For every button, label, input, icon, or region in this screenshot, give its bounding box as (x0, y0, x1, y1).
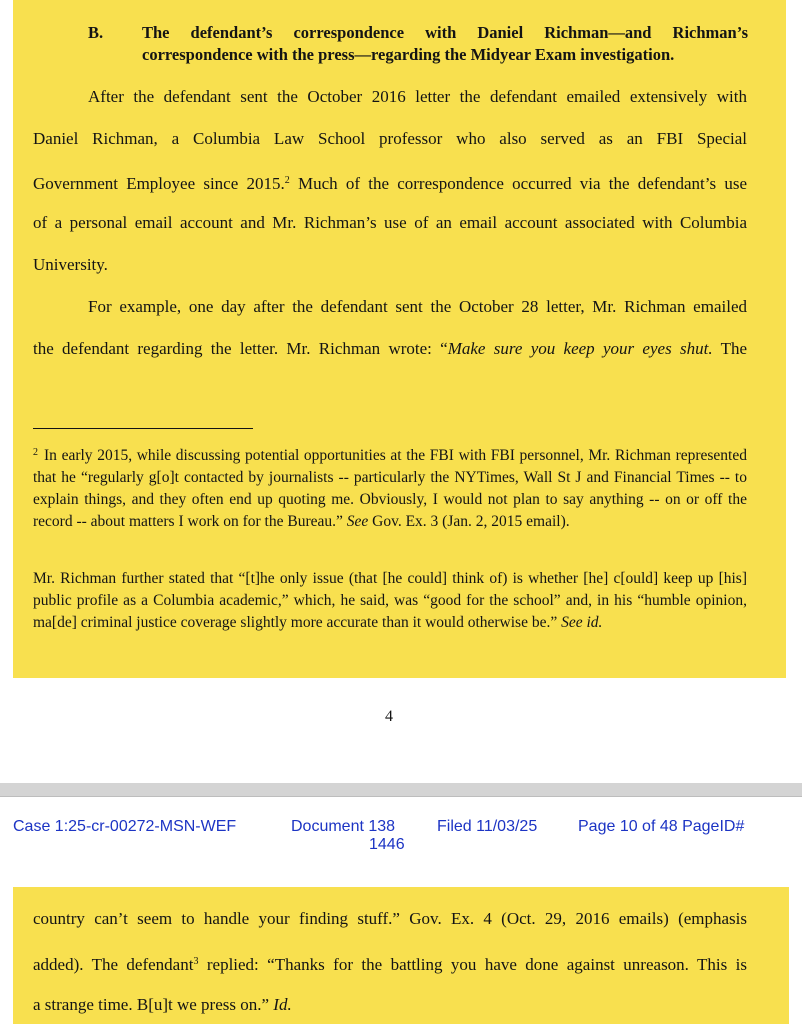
section-letter: B. (88, 23, 104, 42)
section-title: The defendant’s correspondence with Daniel Richman—and Richman’s correspondence with the press—regarding the Midyear Exam investigation. (142, 23, 748, 64)
footnote-ref: 3 (193, 956, 199, 967)
body-line: University. (33, 255, 108, 274)
body-line: Daniel Richman, a Columbia Law School professor who also served as an FBI Special (33, 129, 747, 148)
ecf-document: Document 138 (291, 818, 396, 835)
body-line: country can’t seem to handle your finding stuff.” Gov. Ex. 4 (Oct. 29, 2016 emails) (emphasis (33, 909, 747, 928)
ecf-page-info: Page 10 of 48 PageID# (578, 818, 745, 835)
ecf-filed-date: Filed 11/03/25 (437, 818, 538, 835)
page-divider (0, 783, 802, 797)
body-line: Government Employee since 2015.$^2$ Much of the correspondence occurred via the defendant’s use (33, 174, 748, 193)
body-line: After the defendant sent the October 2016 letter the defendant emailed extensively with (88, 87, 747, 106)
footnote-rule (33, 428, 253, 429)
body-line: For example, one day after the defendant sent the October 28 letter, Mr. Richman emailed (88, 297, 747, 316)
body-line: added). The defendant$^3$ replied: “Thanks for the battling you have done against unreason. This is (33, 955, 747, 974)
footnote-paragraph: Mr. Richman further stated that “[t]he only issue (that [he could] think of) is whether [he] c[ould] keep up [his] public profile as a Columbia academic,” which, he said, was “good for the school” and, in his “humble opinion, ma[de] criminal justice coverage slightly more accurate than it would otherwise be.” See id. (33, 570, 747, 631)
body-line: the defendant regarding the letter. Mr. Richman wrote: “Make sure you keep your eyes shut. The (33, 339, 747, 358)
body-line: a strange time. B[u]t we press on.” Id. (33, 995, 292, 1014)
footnote-ref: 2 (284, 175, 290, 186)
footnote-paragraph: $^2$ In early 2015, while discussing potential opportunities at the FBI with FBI personnel, Mr. Richman represented that he “regularly g[o]t contacted by journalists -- particularly the NYTimes, Wall St J and Financial Times -- to explain things, and they often end up quoting me. Obviously, I would not plan to say anything -- on or off the record -- about matters I work on for the Bureau.” See Gov. Ex. 3 (Jan. 2, 2015 email). (33, 447, 747, 530)
ecf-document-id: 1446 (369, 836, 405, 853)
footnote-number: 2 (33, 447, 38, 458)
page-number: 4 (385, 708, 393, 725)
citation-id: Id. (273, 995, 292, 1014)
ecf-case-number: Case 1:25-cr-00272-MSN-WEF (13, 818, 237, 835)
quoted-italic: Make sure you keep your eyes shut. (447, 339, 713, 358)
body-line: of a personal email account and Mr. Richman’s use of an email account associated with Columbia (33, 213, 747, 232)
